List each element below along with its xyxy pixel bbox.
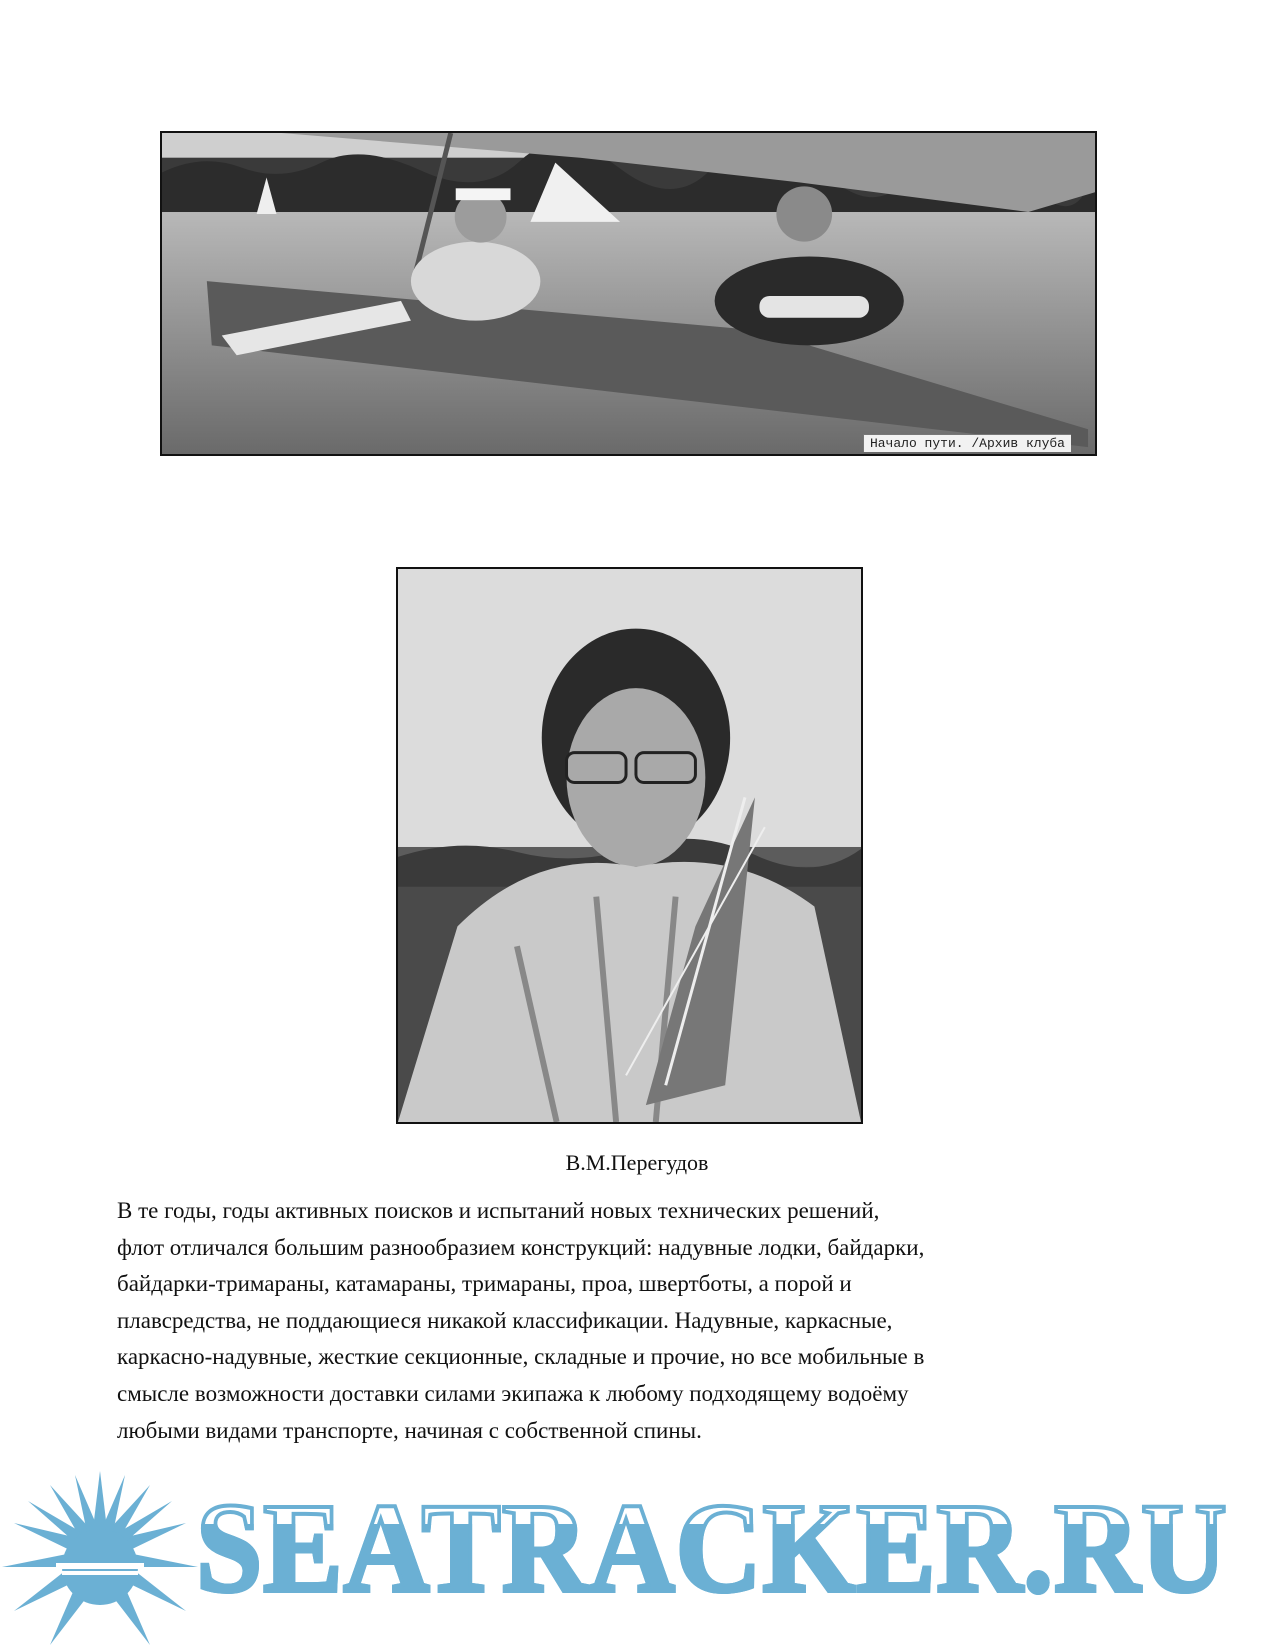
portrait-scene-icon [398, 569, 861, 1122]
body-line: В те годы, годы активных поисков и испытаний новых технических решений, [117, 1198, 880, 1223]
body-line: каркасно-надувные, жесткие секционные, складные и прочие, но все мобильные в [117, 1344, 925, 1370]
footer-logo[interactable] [0, 1467, 1274, 1649]
body-line: смысле возможности доставки силами экипажа к любому подходящему водоёму [117, 1380, 909, 1406]
body-line: байдарки-тримараны, катамараны, тримараны, проа, швертботы, а порой и [117, 1271, 852, 1297]
body-line: любыми видами транспорте, начиная с собственной спины. [117, 1417, 702, 1443]
body-line: плавсредства, не поддающиеся никакой классификации. Надувные, каркасные, [117, 1307, 893, 1333]
body-paragraph [117, 1193, 1177, 1449]
body-line: флот отличался большим разнообразием конструкций: надувные лодки, байдарки, [117, 1234, 925, 1260]
photo-archive-label: Начало пути. /Архив клуба [863, 434, 1071, 452]
portrait-photo [396, 567, 863, 1124]
sailing-scene-icon [162, 133, 1095, 454]
sun-icon [0, 1467, 200, 1649]
logo-text[interactable]: SEATRACKER.RU [196, 1473, 1228, 1623]
photo-caption: В.М.Перегудов [565, 1150, 709, 1175]
sailing-photo [160, 131, 1097, 456]
